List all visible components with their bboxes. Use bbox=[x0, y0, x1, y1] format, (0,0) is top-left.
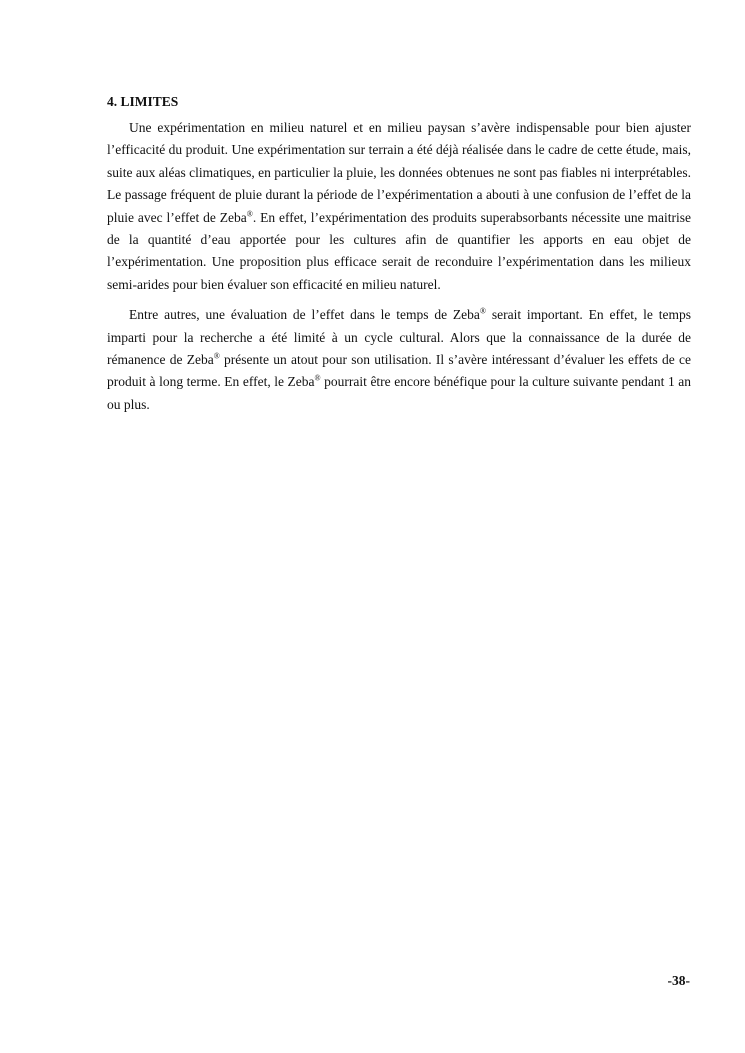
paragraph-2-text-c: présente un atout pour son utilisation. Il s’avère intéressant d’évaluer les effets de ce produit à long terme. En effet, le Zeba bbox=[107, 352, 691, 390]
registered-mark: ® bbox=[213, 351, 220, 361]
registered-mark: ® bbox=[314, 373, 321, 383]
page-number: -38- bbox=[667, 973, 690, 988]
paragraph-1-text-b: . En effet, l’expérimentation des produits superabsorbants nécessite une maitrise de la quantité d’eau apportée pour les cultures afin de quantifier les apports en eau objet de l’expérimentation. Une proposition plus efficace serait de reconduire l’expérimentation dans les milieux semi-arides pour bien évaluer son efficacité en milieu naturel. bbox=[107, 209, 691, 292]
registered-mark: ® bbox=[246, 209, 253, 219]
paragraph-2-text-a: Entre autres, une évaluation de l’effet dans le temps de Zeba bbox=[129, 307, 480, 323]
paragraph-1-text-a: Une expérimentation en milieu naturel et en milieu paysan s’avère indispensable pour bien ajuster l’efficacité du produit. Une expérimentation sur terrain a été déjà réalisée dans le cadre de cette étude, mais, suite aux aléas climatiques, en particulier la pluie, les données obtenues ne sont pas fiables ni interprétables. Le passage fréquent de pluie durant la période de l’expérimentation a abouti à une confusion de l’effet de la pluie avec l’effet de Zeba bbox=[107, 120, 691, 225]
section-heading: 4. LIMITES bbox=[107, 94, 179, 109]
paragraph-2-text-b: serait important. En effet, le temps imparti pour la recherche a été limité à un cycle cultural. Alors que la connaissance de la durée de rémanence de Zeba bbox=[107, 307, 691, 368]
registered-mark: ® bbox=[479, 306, 486, 316]
paragraph-2-text-d: pourrait être encore bénéfique pour la culture suivante pendant 1 an ou plus. bbox=[107, 374, 692, 412]
paragraph-1 bbox=[107, 117, 691, 296]
paragraph-2 bbox=[107, 304, 691, 416]
page-content bbox=[107, 91, 691, 416]
